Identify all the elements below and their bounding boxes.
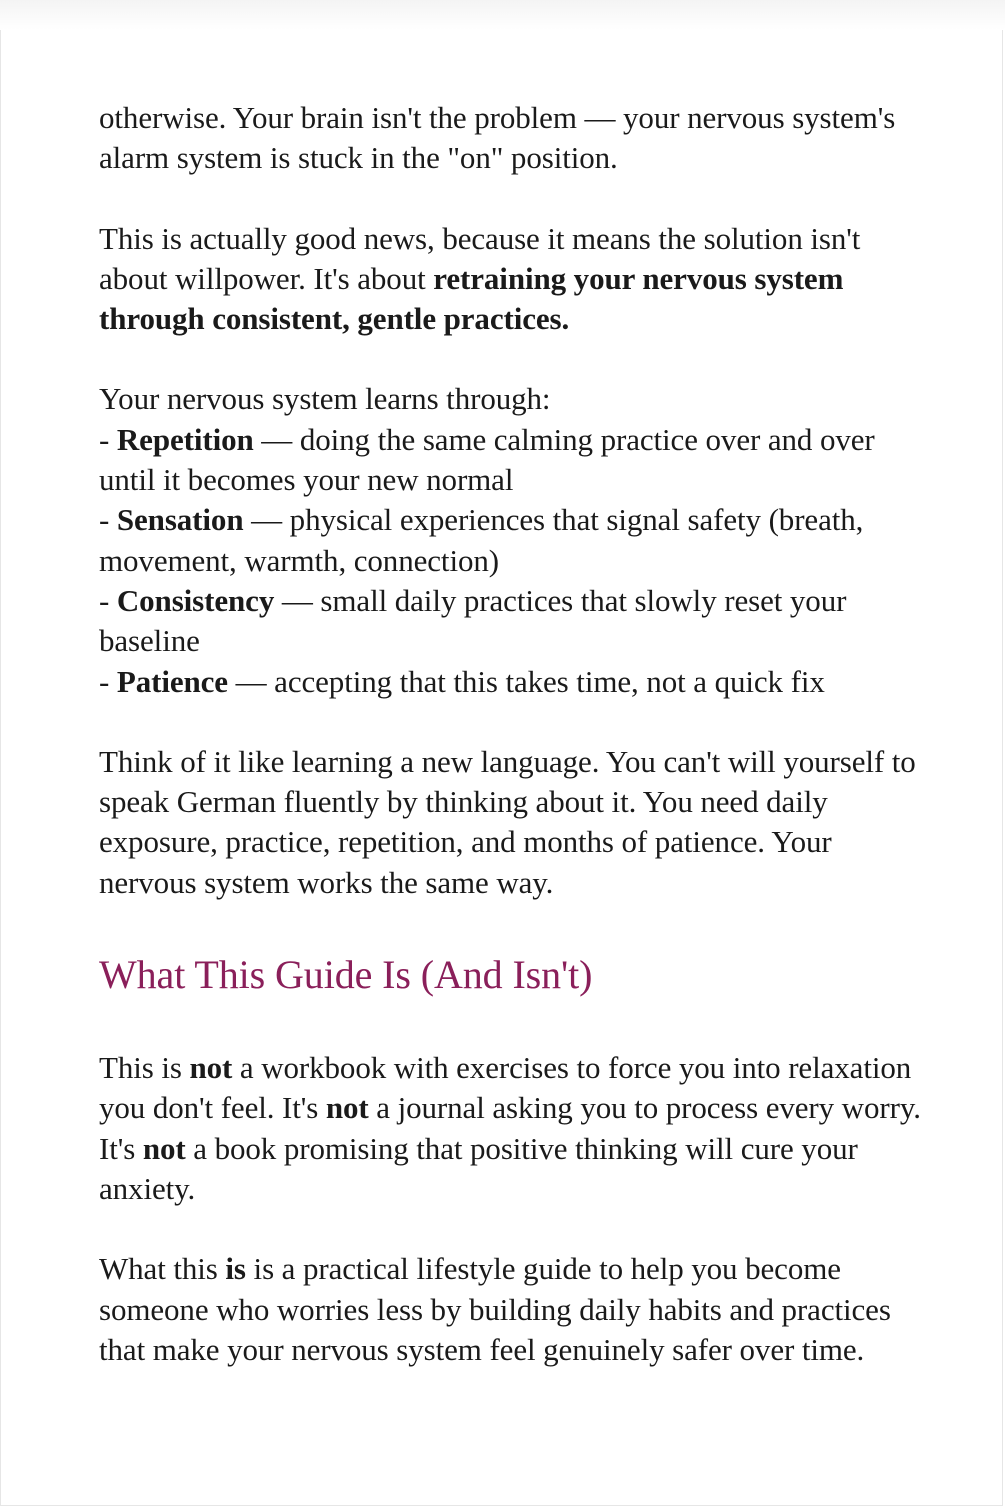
list-item-patience: [99, 662, 929, 702]
list-item-term: Repetition: [116, 421, 254, 457]
paragraph-language-analogy: Think of it like learning a new language. You can't will yourself to speak German fluently by thinking about it. You need daily exposure, practice, repetition, and months of patience. Your nervous system works the same way.: [99, 743, 916, 900]
paragraph-what-it-isnt: [99, 1048, 929, 1209]
emphasis-not: not: [142, 1130, 186, 1166]
list-item-text: — small daily practices that slowly reset your baseline: [99, 582, 847, 659]
list-item-term: Sensation: [116, 502, 244, 538]
list-item-term: Consistency: [116, 582, 275, 618]
list-item-prefix: -: [99, 663, 117, 699]
text-run: a book promising that positive thinking will cure your anxiety.: [99, 1130, 858, 1206]
paragraph-good-news-text: This is actually good news, because it means the solution isn't about willpower. It's about: [99, 220, 861, 296]
list-item-text: — doing the same calming practice over and over until it becomes your new normal: [99, 421, 875, 498]
emphasis-not: not: [189, 1050, 233, 1086]
learning-list-intro: Your nervous system learns through:: [99, 381, 551, 417]
section-heading: What This Guide Is (And Isn't): [99, 952, 593, 998]
paragraph-good-news: [99, 219, 929, 340]
list-item-sensation: [99, 500, 929, 581]
emphasis-not: not: [325, 1090, 369, 1126]
text-run: is a practical lifestyle guide to help you become someone who worries less by building daily habits and practices that make your nervous system feel genuinely safer over time.: [99, 1251, 891, 1367]
emphasis-is: is: [225, 1251, 246, 1287]
list-item-term: Patience: [116, 663, 228, 699]
document-body: [99, 98, 929, 1370]
list-item-text: — physical experiences that signal safety (breath, movement, warmth, connection): [99, 502, 864, 578]
paragraph-what-it-is: [99, 1249, 929, 1370]
text-run: This is: [99, 1050, 190, 1086]
list-item-text: — accepting that this takes time, not a quick fix: [227, 663, 825, 699]
list-item-prefix: -: [99, 502, 117, 538]
list-item-repetition: [99, 420, 929, 501]
text-run: a workbook with exercises to force you into relaxation you don't feel. It's: [99, 1050, 912, 1126]
text-run: a journal asking you to process every worry. It's: [99, 1090, 921, 1166]
paragraph-good-news-emphasis: retraining your nervous system through consistent, gentle practices.: [99, 260, 844, 337]
list-item-consistency: [99, 581, 929, 662]
text-run: What this: [99, 1251, 226, 1287]
paragraph-brain-problem: otherwise. Your brain isn't the problem — your nervous system's alarm system is stuck in the "on" position.: [99, 100, 896, 176]
top-shadow: [0, 0, 1005, 30]
list-item-prefix: -: [99, 421, 117, 457]
learning-list: [99, 379, 929, 701]
list-item-prefix: -: [99, 582, 117, 618]
